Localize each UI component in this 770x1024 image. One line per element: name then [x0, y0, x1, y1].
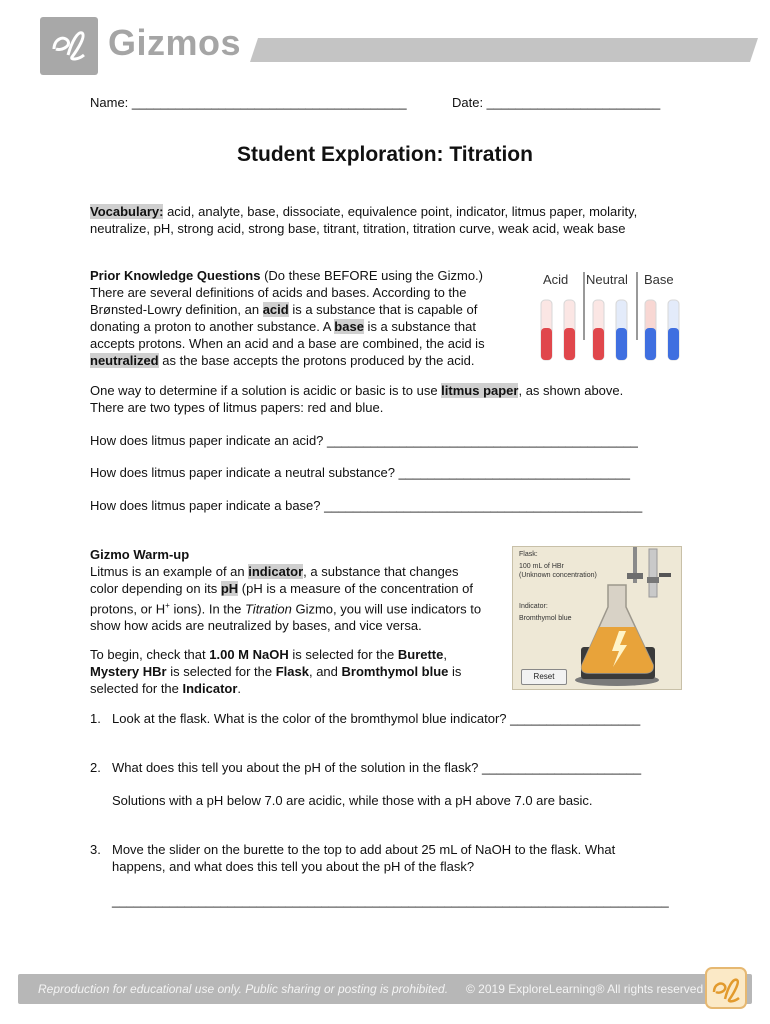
- term-acid: acid: [262, 302, 289, 317]
- footer-disclaimer: Reproduction for educational use only. Public sharing or posting is prohibited.: [38, 982, 449, 996]
- prior-heading: Prior Knowledge Questions: [90, 268, 261, 283]
- vocabulary-line1: acid, analyte, base, dissociate, equivalence point, indicator, litmus paper, molarity,: [163, 204, 638, 219]
- term-indicator: indicator: [248, 564, 304, 579]
- date-field[interactable]: Date: ________________________: [452, 95, 661, 110]
- warmup-l3b: ions). In the: [169, 601, 245, 617]
- warmup-b2: 1.00 M NaOH: [209, 647, 289, 663]
- litmus-base-label: Base: [644, 272, 674, 287]
- question-3-text2: happens, and what does this tell you about the pH of the flask?: [112, 859, 475, 874]
- warmup-d3: .: [237, 681, 242, 697]
- question-1-text[interactable]: Look at the flask. What is the color of the bromthymol blue indicator? __________________: [112, 711, 641, 726]
- litmus-paragraph: [90, 382, 730, 416]
- warmup-c6: is: [448, 664, 462, 680]
- litmus-strip-acid-blue: [564, 300, 575, 360]
- litmus-figure: [537, 270, 683, 366]
- prior-knowledge: [90, 267, 530, 369]
- page-title: Student Exploration: Titration: [237, 143, 533, 166]
- question-3-number: 3.: [90, 842, 101, 857]
- gizmo-flask-label: Flask:: [519, 551, 538, 558]
- litmus-para-l1a: One way to determine if a solution is acidic or basic is to use: [90, 383, 442, 398]
- question-acid[interactable]: How does litmus paper indicate an acid? ___________________________________________: [90, 433, 638, 448]
- question-3: [90, 841, 615, 875]
- warmup-b3: is selected for the: [288, 647, 398, 663]
- warmup-l4: show how acids are neutralized by bases, and vice versa.: [90, 618, 422, 634]
- prior-heading-rest: (Do these BEFORE using the Gizmo.): [260, 268, 483, 283]
- warmup-l3d: Gizmo, you will use indicators to: [291, 601, 482, 617]
- question-3-answer-line[interactable]: _____________________________________________________________________________: [112, 893, 669, 908]
- litmus-acid-label: Acid: [543, 272, 569, 287]
- question-1-number: 1.: [90, 711, 101, 726]
- term-litmus-paper: litmus paper: [441, 383, 519, 398]
- warmup-b4: Burette: [397, 647, 444, 663]
- prior-line6b: as the base accepts the protons produced by the acid.: [158, 353, 475, 368]
- gizmo-indicator-value: Bromthymol blue: [519, 615, 572, 622]
- warmup-heading: Gizmo Warm-up: [90, 547, 190, 562]
- warmup-l3a: protons, or H: [90, 601, 166, 617]
- brand-name: Gizmos: [108, 22, 242, 63]
- titration-apparatus-graphic: [513, 547, 681, 689]
- warmup-l2c: (pH is a measure of the concentration of: [238, 581, 474, 596]
- litmus-strip-neutral-blue: [616, 300, 627, 360]
- name-field[interactable]: Name: ______________________________________: [90, 95, 407, 110]
- warmup-l2a: color depending on its: [90, 581, 221, 596]
- superscript-plus: +: [165, 601, 170, 610]
- warmup-d2: Indicator: [182, 681, 238, 697]
- litmus-neutral-label: Neutral: [586, 272, 628, 287]
- litmus-para-l2: There are two types of litmus papers: red and blue.: [90, 400, 384, 415]
- litmus-strip-base-blue: [668, 300, 679, 360]
- litmus-strip-base-red: [645, 300, 656, 360]
- footer-el-logo-icon: [704, 966, 748, 1010]
- warmup-b1: To begin, check that: [90, 647, 210, 663]
- gizmo-indicator-label: Indicator:: [519, 603, 548, 610]
- question-2-note: Solutions with a pH below 7.0 are acidic, while those with a pH above 7.0 are basic.: [112, 793, 593, 808]
- warmup-c2: is selected for the: [166, 664, 276, 680]
- warmup-c4: , and: [308, 664, 342, 680]
- gizmo-flask-value2: (Unknown concentration): [519, 572, 597, 579]
- term-base: base: [334, 319, 364, 334]
- explorelearning-logo: [40, 17, 98, 75]
- gizmo-reset-button[interactable]: Reset: [521, 669, 567, 685]
- term-ph: pH: [220, 581, 239, 596]
- prior-line2: There are several definitions of acids and bases. According to the: [90, 285, 467, 300]
- prior-line4c: is a substance that: [363, 319, 476, 334]
- warmup-c3: Flask: [275, 664, 309, 680]
- prior-line4a: donating a proton to another substance. A: [90, 319, 335, 334]
- warmup-l3c: Titration: [244, 601, 292, 617]
- warmup-d1: selected for the: [90, 681, 183, 697]
- vocabulary-line2: neutralize, pH, strong acid, strong base, titrant, titration, titration curve, weak acid, weak base: [90, 221, 626, 236]
- el-logo-icon: [48, 27, 90, 65]
- warmup-c1: Mystery HBr: [90, 664, 167, 680]
- question-neutral[interactable]: How does litmus paper indicate a neutral substance? ________________________________: [90, 465, 630, 480]
- vocabulary-label: Vocabulary:: [90, 204, 164, 219]
- warmup-b5: ,: [443, 647, 447, 663]
- warmup-c5: Bromthymol blue: [341, 664, 449, 680]
- vocabulary: [90, 203, 730, 237]
- prior-line5: accepts protons. When an acid and a base are combined, the acid is: [90, 336, 485, 351]
- question-3-text1: Move the slider on the burette to the top to add about 25 mL of NaOH to the flask. What: [112, 842, 616, 857]
- footer-copyright: © 2019 ExploreLearning® All rights reserved: [466, 982, 704, 996]
- gizmo-warmup: [90, 546, 510, 697]
- warmup-l1a: Litmus is an example of an: [90, 564, 249, 579]
- question-2: [90, 759, 641, 776]
- prior-line3c: is a substance that is capable of: [288, 302, 478, 317]
- gizmo-flask-value1: 100 mL of HBr: [519, 563, 564, 570]
- litmus-para-l1c: , as shown above.: [518, 383, 624, 398]
- gizmo-screenshot: [512, 546, 682, 690]
- question-1: [90, 710, 640, 727]
- question-2-text[interactable]: What does this tell you about the pH of the solution in the flask? ______________________: [112, 760, 642, 775]
- litmus-strips-graphic: [537, 270, 683, 366]
- litmus-strip-acid-red: [541, 300, 552, 360]
- prior-line3a: Brønsted-Lowry definition, an: [90, 302, 263, 317]
- litmus-strip-neutral-red: [593, 300, 604, 360]
- question-base[interactable]: How does litmus paper indicate a base? ____________________________________________: [90, 498, 643, 513]
- header-bar: [250, 38, 758, 62]
- term-neutralized: neutralized: [90, 353, 159, 368]
- question-2-number: 2.: [90, 760, 101, 775]
- warmup-l1c: , a substance that changes: [303, 564, 459, 579]
